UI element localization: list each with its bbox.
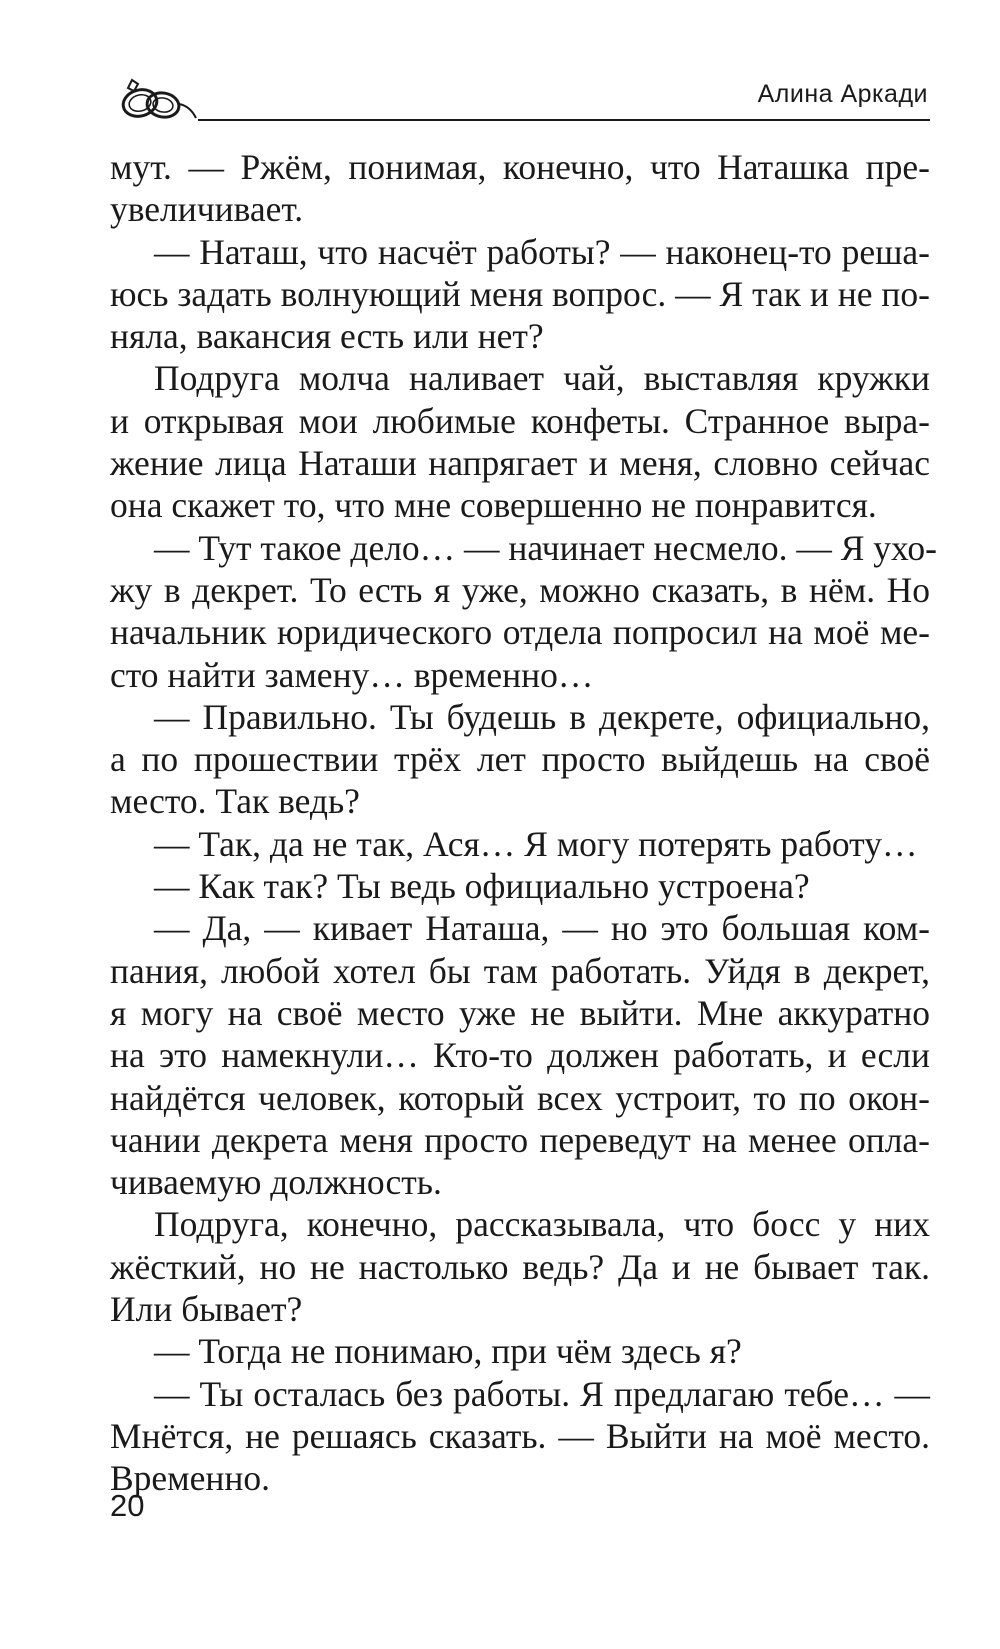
text-line: жение лица Наташи напрягает и меня, словно сейчас: [110, 443, 930, 484]
text-line: — Наташ, что насчёт работы? — наконец-то реша-: [154, 231, 930, 272]
text-line: — Тут такое дело… — начинает несмело. — Я ухо-: [154, 527, 937, 568]
text-line: юсь задать волнующий меня вопрос. — Я так и не по-: [110, 273, 931, 314]
text-line: и открывая мои любимые конфеты. Странное выра-: [110, 400, 930, 441]
text-line: пания, любой хотел бы там работать. Уйдя в декрет,: [110, 950, 930, 991]
header-rule: [198, 119, 930, 121]
text-line: начальник юридического отдела попросил на моё ме-: [110, 612, 930, 653]
text-line: увеличивает.: [110, 189, 304, 230]
text-line: Или бывает?: [110, 1289, 303, 1330]
text-line: жёсткий, но не настолько ведь? Да и не бывает так.: [110, 1246, 930, 1287]
text-line: Временно.: [110, 1458, 271, 1499]
text-line: место. Так ведь?: [110, 781, 360, 822]
text-line: — Как так? Ты ведь официально устроена?: [154, 866, 810, 907]
running-header: [110, 74, 930, 126]
text-line: — Ты осталась без работы. Я предлагаю тебе… —: [154, 1373, 930, 1414]
text-line: я могу на своё место уже не выйти. Мне аккуратно: [110, 992, 930, 1033]
text-line: чании декрета меня просто переведут на менее опла-: [110, 1119, 930, 1160]
text-line: мут. — Ржём, понимая, конечно, что Наташка пре-: [110, 147, 930, 187]
text-line: жу в декрет. То есть я уже, можно сказать, в нём. Но: [110, 569, 930, 610]
text-line: — Правильно. Ты будешь в декрете, официально,: [154, 696, 930, 737]
text-line: а по прошествии трёх лет просто выйдешь на своё: [110, 739, 930, 780]
text-line: чиваемую должность.: [110, 1162, 442, 1203]
text-line: — Так, да не так, Ася… Я могу потерять работу…: [154, 823, 918, 864]
author-name: Алина Аркади: [757, 80, 928, 108]
text-line: Мнётся, не решаясь сказать. — Выйти на моё место.: [110, 1415, 930, 1456]
text-line: Подруга молча наливает чай, выставляя кружки: [154, 358, 930, 399]
text-line: — Тогда не понимаю, при чём здесь я?: [154, 1331, 742, 1372]
body-text: [110, 146, 937, 1500]
wedding-rings-icon: [110, 74, 200, 126]
text-line: няла, вакансия есть или нет?: [110, 316, 544, 357]
page-number: 20: [110, 1488, 145, 1523]
text-line: Подруга, конечно, рассказывала, что босс у них: [154, 1204, 930, 1245]
text-line: на это намекнули… Кто-то должен работать, и если: [110, 1035, 930, 1076]
text-line: — Да, — кивает Наташа, — но это большая ком-: [154, 908, 930, 949]
text-line: она скажет то, что мне совершенно не понравится.: [110, 485, 877, 526]
text-line: сто найти замену… временно…: [110, 654, 594, 695]
text-line: найдётся человек, который всех устроит, то по окон-: [110, 1077, 930, 1118]
